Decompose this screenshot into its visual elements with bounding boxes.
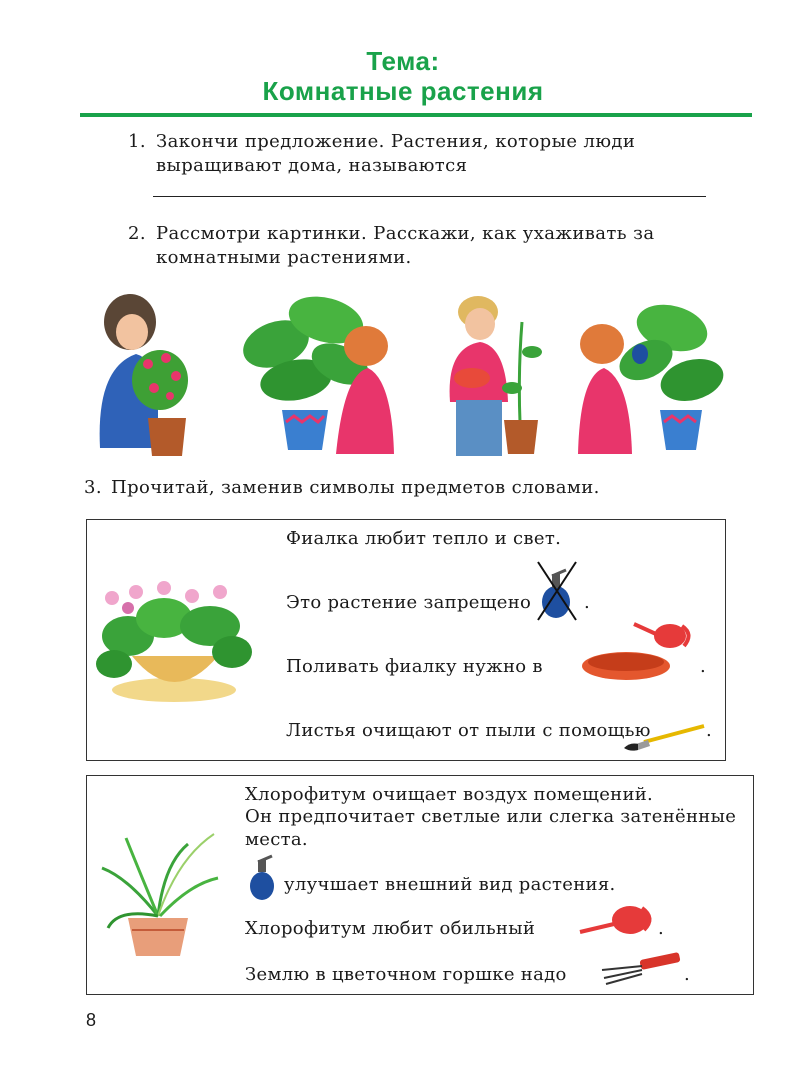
violet-line-1: Фиалка любит тепло и свет.: [286, 528, 562, 549]
chlorophytum-line-2: Он предпочитает светлые или слегка затенённые: [245, 806, 737, 827]
paintbrush-icon: [624, 724, 706, 752]
chlorophytum-line-5: Хлорофитум любит обильный: [245, 918, 536, 939]
task3-text: Прочитай, заменив символы предметов словами.: [111, 477, 600, 498]
violet-plant-illustration: [92, 578, 256, 708]
task1-line1: Закончи предложение. Растения, которые люди: [156, 131, 636, 152]
task1-number: 1.: [128, 131, 146, 152]
chlorophytum-line-5-period: .: [658, 918, 665, 939]
title-divider: [80, 113, 752, 117]
page-title: Комнатные растения: [262, 76, 544, 106]
task2-line1: Рассмотри картинки. Расскажи, как ухаживать за: [156, 223, 655, 244]
violet-line-2-period: .: [584, 592, 591, 613]
watering-can-icon: [576, 896, 656, 940]
task2-number: 2.: [128, 223, 146, 244]
woman-with-flowering-plant-illustration: [96, 288, 192, 458]
title-topic-label: Тема:: [366, 46, 440, 76]
chlorophytum-line-6-period: .: [684, 964, 691, 985]
chlorophytum-line-1: Хлорофитум очищает воздух помещений.: [245, 784, 654, 805]
task1-answer-line[interactable]: [153, 196, 706, 197]
girl-wiping-leaves-illustration: [236, 284, 396, 456]
task2-line2: комнатными растениями.: [156, 247, 412, 268]
chlorophytum-line-6: Землю в цветочном горшке надо: [245, 964, 567, 985]
violet-line-4: Листья очищают от пыли с помощью: [286, 720, 651, 741]
boy-watering-plant-illustration: [420, 292, 554, 458]
task3-number: 3.: [84, 477, 102, 498]
spray-bottle-icon: [246, 852, 282, 902]
chlorophytum-line-3: места.: [245, 829, 308, 850]
violet-line-3: Поливать фиалку нужно в: [286, 656, 543, 677]
spray-bottle-crossed-icon: [532, 558, 582, 624]
violet-line-3-period: .: [700, 656, 707, 677]
task1-line2: выращивают дома, называются: [156, 155, 468, 176]
chlorophytum-line-4: улучшает внешний вид растения.: [284, 874, 616, 895]
page-number: 8: [86, 1010, 97, 1030]
violet-line-2: Это растение запрещено: [286, 592, 532, 613]
chlorophytum-plant-illustration: [98, 828, 222, 958]
garden-rake-icon: [600, 952, 682, 986]
saucer-and-watering-can-icon: [578, 614, 696, 684]
girl-spraying-plant-illustration: [574, 284, 728, 456]
violet-line-4-period: .: [706, 720, 713, 741]
